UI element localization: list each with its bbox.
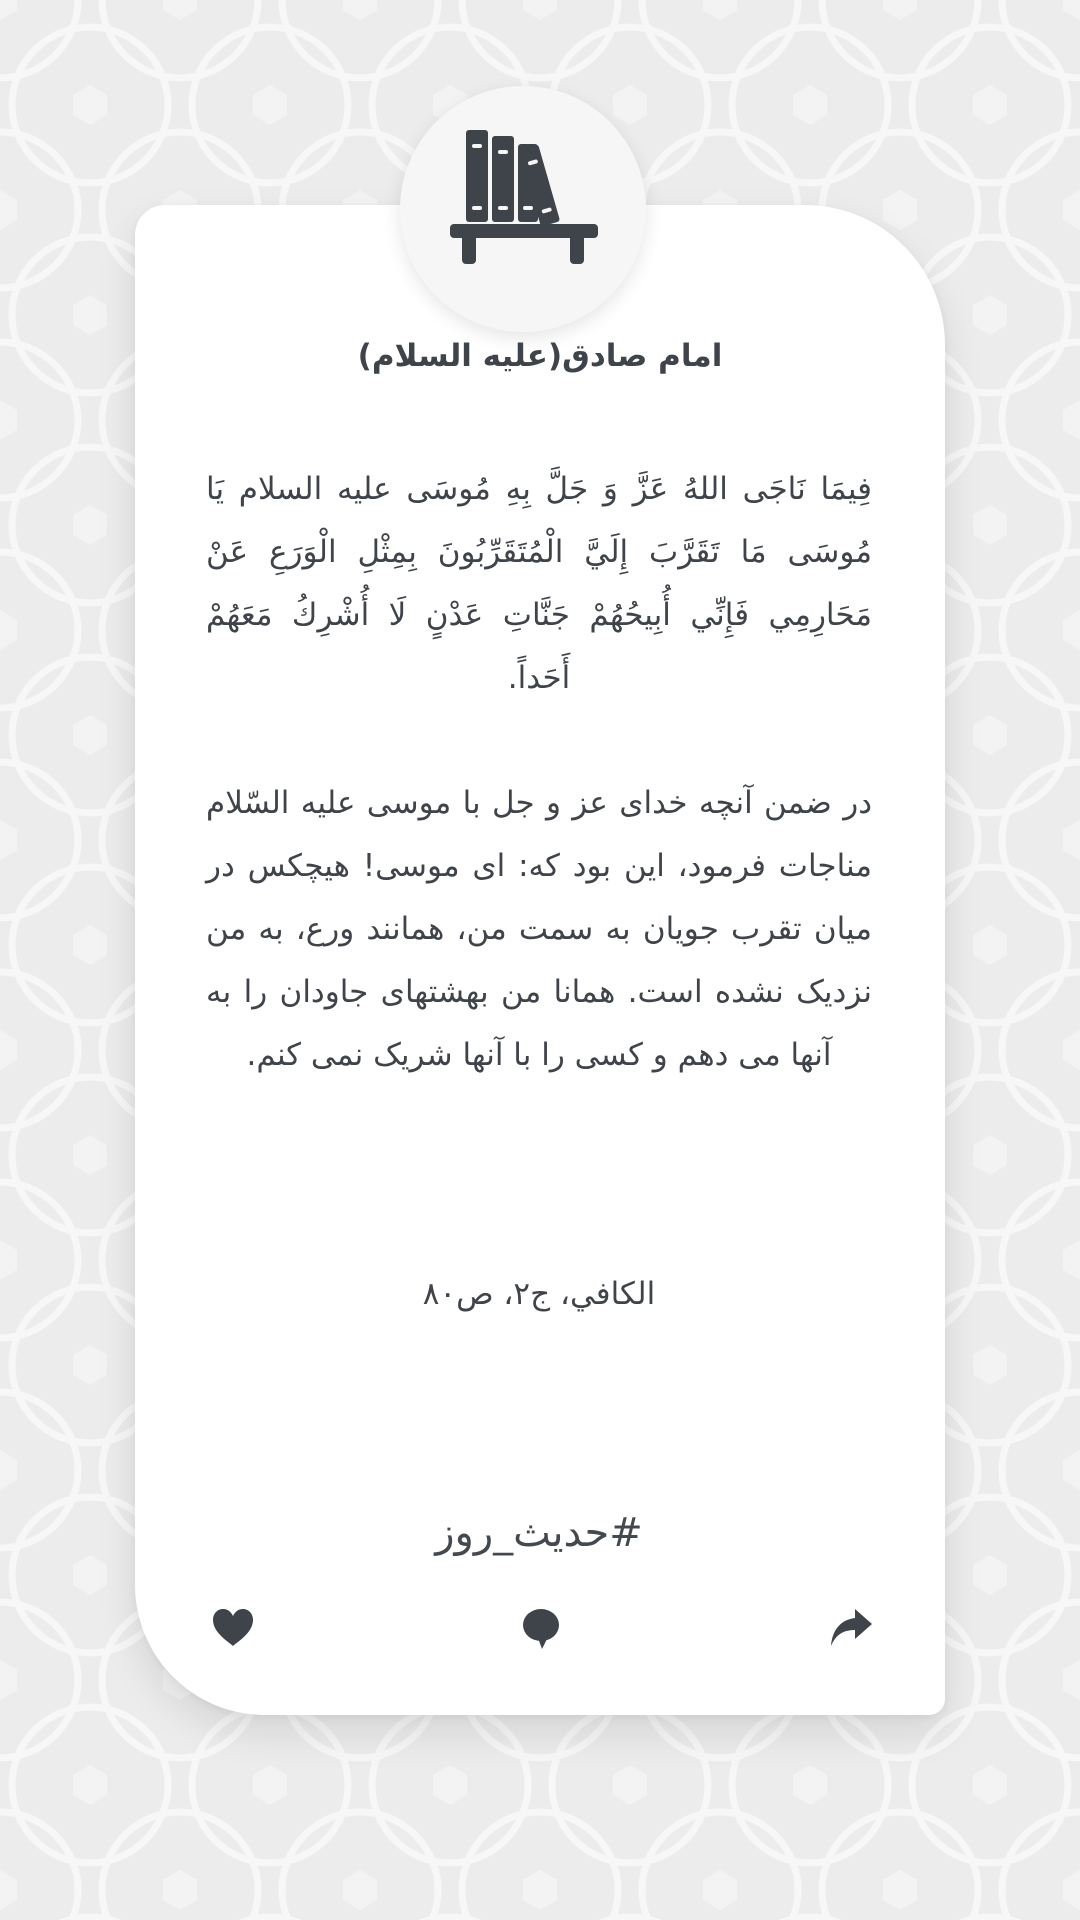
bookshelf-icon xyxy=(450,130,600,280)
persian-translation: در ضمن آنچه خدای عز و جل با موسی علیه السّلام مناجات فرمود، این بود که: ای موسی! هیچکس در میان تقرب جویان به سمت من، همانند ورع، به من نزدیک نشده است. همانا من بهشتهای جاودان را به آنها می دهم و کسی را با آنها شریک نمی کنم. xyxy=(206,785,872,1073)
share-button[interactable] xyxy=(828,1605,874,1651)
heart-icon xyxy=(210,1605,256,1651)
comment-icon xyxy=(518,1605,564,1651)
like-button[interactable] xyxy=(210,1605,256,1651)
narrator-title: امام صادق(علیه السلام) xyxy=(357,338,723,374)
card-badge xyxy=(400,86,646,332)
source-reference: الكافي، ج۲، ص۸۰ xyxy=(422,1276,656,1312)
hashtag-link[interactable]: #حدیث_روز xyxy=(435,1510,643,1556)
share-icon xyxy=(828,1605,874,1651)
arabic-text: فِيمَا نَاجَى اللهُ عَزَّ وَ جَلَّ بِهِ مُوسَى علیه السلام يَا مُوسَى مَا تَقَرَّبَ إِلَيَّ الْمُتَقَرِّبُونَ بِمِثْلِ الْوَرَعِ عَنْ مَحَارِمِي فَإِنِّي أُبِيحُهُمْ جَنَّاتِ عَدْنٍ لَا أُشْرِكُ مَعَهُمْ أَحَداً. xyxy=(206,471,872,696)
comment-button[interactable] xyxy=(518,1605,564,1651)
